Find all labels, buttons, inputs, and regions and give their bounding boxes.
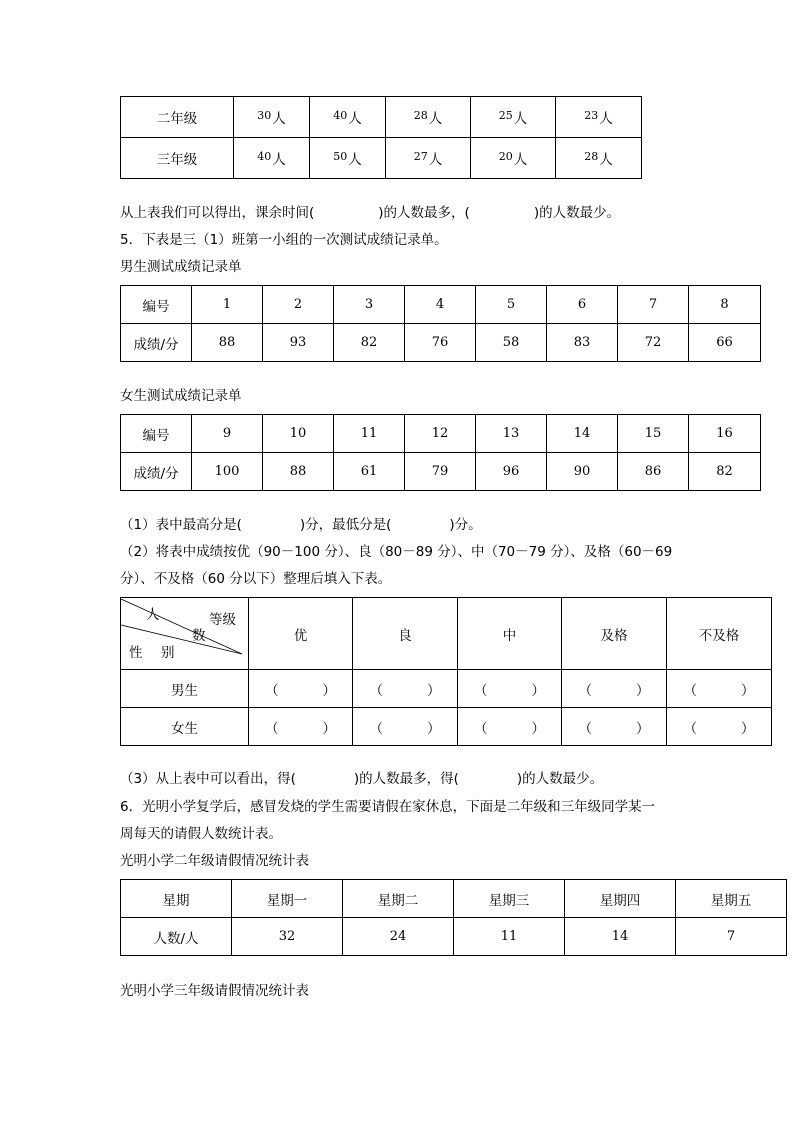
score-cell: 93 bbox=[263, 324, 334, 362]
score-cell: 66 bbox=[689, 324, 761, 362]
grade-label: 二年级 bbox=[121, 97, 234, 138]
answer-blank[interactable]: （ ） bbox=[562, 670, 667, 708]
count-cell: $^{25}$人 bbox=[471, 97, 556, 138]
answer-blank[interactable]: （ ） bbox=[249, 708, 353, 746]
corner-label-shu: 数 bbox=[192, 627, 206, 644]
corner-label-xing: 性 bbox=[129, 644, 143, 661]
day-header: 星期四 bbox=[565, 880, 676, 918]
row-label: 人数/人 bbox=[121, 918, 232, 956]
girls-caption: 女生测试成绩记录单 bbox=[120, 388, 242, 404]
score-cell: 82 bbox=[334, 324, 405, 362]
corner-label-bie: 别 bbox=[161, 644, 175, 661]
id-cell: 4 bbox=[405, 286, 476, 324]
row-label: 编号 bbox=[121, 415, 192, 453]
id-cell: 2 bbox=[263, 286, 334, 324]
q6-line2: 周每天的请假人数统计表。 bbox=[120, 826, 282, 842]
id-cell: 11 bbox=[334, 415, 405, 453]
answer-blank[interactable]: （ ） bbox=[353, 708, 458, 746]
answer-blank[interactable]: （ ） bbox=[353, 670, 458, 708]
count-cell: 11 bbox=[454, 918, 565, 956]
boys-caption: 男生测试成绩记录单 bbox=[120, 259, 242, 275]
q4-conclusion-line: 从上表我们可以得出，课余时间( )的人数最多，( )的人数最少。 bbox=[120, 205, 621, 221]
g2-caption: 光明小学二年级请假情况统计表 bbox=[120, 853, 309, 869]
score-cell: 79 bbox=[405, 453, 476, 491]
id-cell: 1 bbox=[192, 286, 263, 324]
id-cell: 10 bbox=[263, 415, 334, 453]
score-cell: 88 bbox=[263, 453, 334, 491]
answer-blank[interactable]: （ ） bbox=[562, 708, 667, 746]
header-row bbox=[121, 598, 772, 670]
count-cell: $^{27}$人 bbox=[386, 138, 471, 179]
answer-blank[interactable]: （ ） bbox=[667, 708, 772, 746]
level-header: 优 bbox=[249, 598, 353, 670]
score-cell: 58 bbox=[476, 324, 547, 362]
q6-line1: 6．光明小学复学后，感冒发烧的学生需要请假在家休息，下面是二年级和三年级同学某一 bbox=[120, 799, 656, 815]
count-cell: $^{40}$人 bbox=[310, 97, 386, 138]
level-header: 中 bbox=[458, 598, 562, 670]
score-cell: 83 bbox=[547, 324, 618, 362]
score-cell: 88 bbox=[192, 324, 263, 362]
count-cell: 7 bbox=[676, 918, 787, 956]
score-cell: 72 bbox=[618, 324, 689, 362]
score-row bbox=[121, 324, 761, 362]
count-cell: $^{50}$人 bbox=[310, 138, 386, 179]
id-cell: 14 bbox=[547, 415, 618, 453]
id-cell: 8 bbox=[689, 286, 761, 324]
count-cell: $^{28}$人 bbox=[556, 138, 642, 179]
id-cell: 9 bbox=[192, 415, 263, 453]
id-row bbox=[121, 286, 761, 324]
count-cell: $^{40}$人 bbox=[234, 138, 310, 179]
count-cell: $^{30}$人 bbox=[234, 97, 310, 138]
q5-2-line2: 分）、不及格（60 分以下）整理后填入下表。 bbox=[120, 571, 392, 587]
count-cell: $^{23}$人 bbox=[556, 97, 642, 138]
score-cell: 76 bbox=[405, 324, 476, 362]
gender-label: 女生 bbox=[121, 708, 249, 746]
row-label: 成绩/分 bbox=[121, 453, 192, 491]
count-cell: 14 bbox=[565, 918, 676, 956]
level-header: 及格 bbox=[562, 598, 667, 670]
q5-2-line1: （2）将表中成绩按优（90－100 分）、良（80－89 分）、中（70－79 分）、及格（60－69 bbox=[120, 544, 673, 560]
score-cell: 96 bbox=[476, 453, 547, 491]
girls-score-table bbox=[120, 414, 761, 491]
q5-1-line: （1）表中最高分是( )分，最低分是( )分。 bbox=[120, 517, 482, 533]
id-cell: 15 bbox=[618, 415, 689, 453]
day-header: 星期三 bbox=[454, 880, 565, 918]
id-cell: 3 bbox=[334, 286, 405, 324]
level-header: 良 bbox=[353, 598, 458, 670]
grade-classification-table bbox=[120, 597, 772, 746]
row-label: 成绩/分 bbox=[121, 324, 192, 362]
day-header: 星期五 bbox=[676, 880, 787, 918]
count-cell: $^{20}$人 bbox=[471, 138, 556, 179]
id-cell: 5 bbox=[476, 286, 547, 324]
count-cell: 32 bbox=[232, 918, 343, 956]
q5-3-line: （3）从上表中可以看出，得( )的人数最多，得( )的人数最少。 bbox=[120, 771, 604, 787]
score-cell: 100 bbox=[192, 453, 263, 491]
boys-score-table bbox=[120, 285, 761, 362]
score-cell: 82 bbox=[689, 453, 761, 491]
table-row bbox=[121, 138, 642, 179]
day-header: 星期二 bbox=[343, 880, 454, 918]
diagonal-header bbox=[121, 599, 248, 669]
diagonal-corner-cell bbox=[121, 598, 249, 670]
table-row bbox=[121, 708, 772, 746]
score-cell: 90 bbox=[547, 453, 618, 491]
activity-count-table bbox=[120, 96, 642, 179]
table-row bbox=[121, 97, 642, 138]
id-cell: 12 bbox=[405, 415, 476, 453]
score-row bbox=[121, 453, 761, 491]
table-row bbox=[121, 670, 772, 708]
grade2-leave-table bbox=[120, 879, 787, 956]
answer-blank[interactable]: （ ） bbox=[458, 708, 562, 746]
table-row bbox=[121, 918, 787, 956]
answer-blank[interactable]: （ ） bbox=[249, 670, 353, 708]
g3-caption: 光明小学三年级请假情况统计表 bbox=[120, 983, 309, 999]
score-cell: 86 bbox=[618, 453, 689, 491]
count-cell: $^{28}$人 bbox=[386, 97, 471, 138]
row-label: 编号 bbox=[121, 286, 192, 324]
id-cell: 7 bbox=[618, 286, 689, 324]
header-row bbox=[121, 880, 787, 918]
day-header: 星期一 bbox=[232, 880, 343, 918]
count-cell: 24 bbox=[343, 918, 454, 956]
level-header: 不及格 bbox=[667, 598, 772, 670]
answer-blank[interactable]: （ ） bbox=[667, 670, 772, 708]
grade-label: 三年级 bbox=[121, 138, 234, 179]
gender-label: 男生 bbox=[121, 670, 249, 708]
answer-blank[interactable]: （ ） bbox=[458, 670, 562, 708]
corner-label-dengji: 等级 bbox=[209, 611, 236, 628]
id-cell: 13 bbox=[476, 415, 547, 453]
row-label: 星期 bbox=[121, 880, 232, 918]
id-row bbox=[121, 415, 761, 453]
id-cell: 16 bbox=[689, 415, 761, 453]
q5-title: 5．下表是三（1）班第一小组的一次测试成绩记录单。 bbox=[120, 232, 448, 248]
corner-label-ren: 人 bbox=[146, 606, 160, 623]
id-cell: 6 bbox=[547, 286, 618, 324]
score-cell: 61 bbox=[334, 453, 405, 491]
